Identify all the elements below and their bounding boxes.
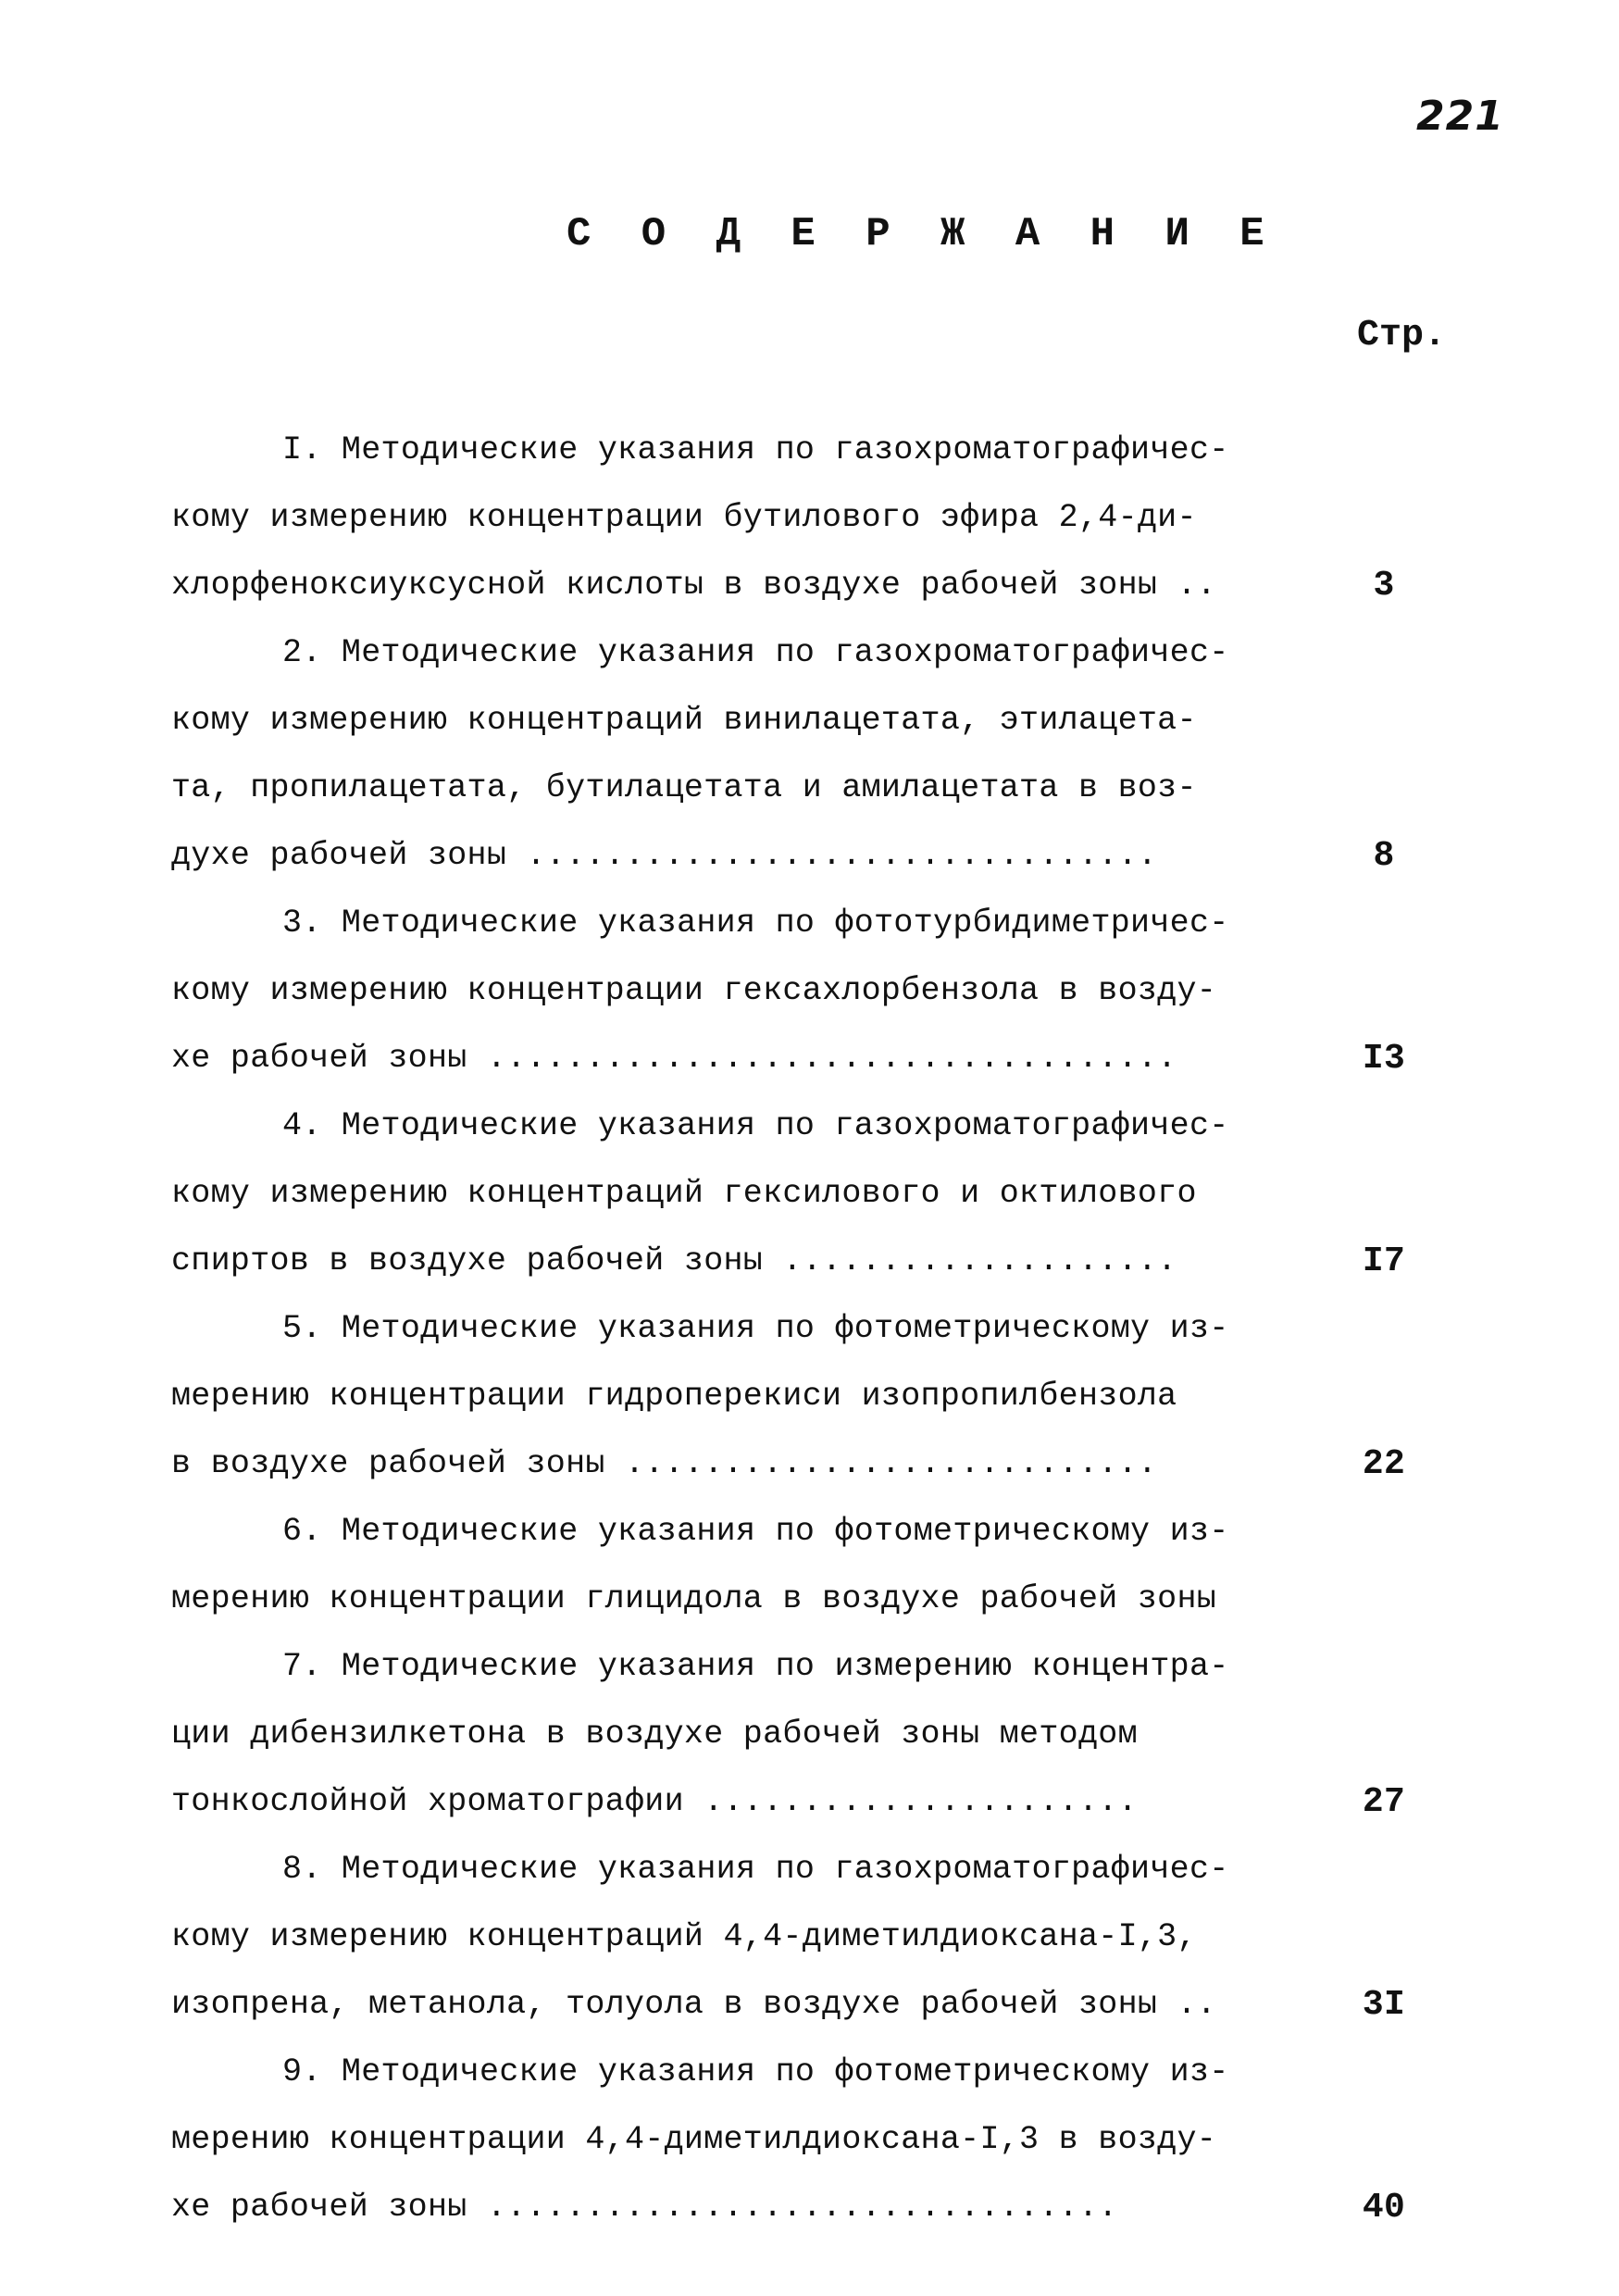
toc-entry-line: кому измерению концентраций винилацетата, этилацета- bbox=[171, 702, 1197, 739]
toc-page-number[interactable]: 3I bbox=[1362, 1985, 1406, 2025]
toc-entry-line: мерению концентрации 4,4-диметилдиоксана-I,3 в возду- bbox=[171, 2121, 1217, 2158]
toc-entry-line bbox=[171, 1025, 1486, 1092]
toc-entry-text: в воздухе рабочей зоны ........................... bbox=[171, 1445, 1158, 1482]
toc-entry-8[interactable] bbox=[171, 1836, 1486, 2039]
toc-entry-5[interactable] bbox=[171, 1295, 1486, 1498]
toc-entry-line: I. Методические указания по газохроматографичес- bbox=[282, 431, 1229, 468]
toc-entry-6[interactable] bbox=[171, 1498, 1486, 1633]
toc-entry-line bbox=[171, 1430, 1486, 1498]
toc-page-number[interactable]: 27 bbox=[1362, 1782, 1406, 1822]
toc-entry-7[interactable] bbox=[171, 1633, 1486, 1836]
toc-entry-line: кому измерению концентраций 4,4-диметилдиоксана-I,3, bbox=[171, 1918, 1197, 1955]
toc-page-number[interactable]: 8 bbox=[1373, 836, 1395, 876]
toc-entry-line: 7. Методические указания по измерению концентра- bbox=[282, 1648, 1229, 1685]
toc-entry-text: духе рабочей зоны ................................ bbox=[171, 837, 1158, 874]
toc-entry-line: мерению концентрации гидроперекиси изопропилбензола bbox=[171, 1378, 1177, 1415]
toc-entry-text: спиртов в воздухе рабочей зоны .................... bbox=[171, 1242, 1177, 1279]
toc-entry-4[interactable] bbox=[171, 1092, 1486, 1295]
toc-entry-line: кому измерению концентрации гексахлорбензола в возду- bbox=[171, 972, 1217, 1009]
page-number: 221 bbox=[1416, 93, 1504, 140]
toc-entry-line: кому измерению концентрации бутилового эфира 2,4-ди- bbox=[171, 499, 1197, 536]
toc-page-number[interactable]: I3 bbox=[1362, 1039, 1406, 1079]
toc-page-number[interactable]: 40 bbox=[1362, 2188, 1406, 2227]
toc-entry-1[interactable] bbox=[171, 417, 1486, 619]
toc-entry-line: 3. Методические указания по фототурбидиметричес- bbox=[282, 905, 1229, 942]
toc-entry-line: кому измерению концентраций гексилового и октилового bbox=[171, 1175, 1197, 1212]
toc-entry-2[interactable] bbox=[171, 619, 1486, 890]
toc-entry-line: ции дибензилкетона в воздухе рабочей зоны методом bbox=[171, 1716, 1138, 1753]
toc-entry-text: изопрена, метанола, толуола в воздухе рабочей зоны .. bbox=[171, 1986, 1217, 2023]
toc-entry-line bbox=[171, 2174, 1486, 2241]
toc-entry-line: 8. Методические указания по газохроматографичес- bbox=[282, 1851, 1229, 1888]
toc-entry-text: мерению концентрации глицидола в воздухе рабочей зоны bbox=[171, 1580, 1217, 1617]
toc-entry-line: 6. Методические указания по фотометрическому из- bbox=[282, 1513, 1229, 1550]
toc-entry-line bbox=[171, 822, 1486, 890]
toc-entry-line: 9. Методические указания по фотометрическому из- bbox=[282, 2053, 1229, 2090]
toc-entry-text: тонкослойной хроматографии ...................... bbox=[171, 1783, 1138, 1820]
page-title: С О Д Е Р Ж А Н И Е bbox=[567, 211, 1277, 257]
toc-page-number[interactable]: I7 bbox=[1362, 1242, 1406, 1281]
toc-entry-9[interactable] bbox=[171, 2039, 1486, 2241]
toc-entry-3[interactable] bbox=[171, 890, 1486, 1092]
page-column-header: Стр. bbox=[1357, 315, 1447, 356]
toc-entry-line bbox=[171, 552, 1486, 619]
toc-entry-line bbox=[171, 1768, 1486, 1836]
toc-page-number[interactable]: 3 bbox=[1373, 566, 1395, 605]
toc-entry-text: хлорфеноксиуксусной кислоты в воздухе рабочей зоны .. bbox=[171, 567, 1217, 604]
toc-entry-line: 2. Методические указания по газохроматографичес- bbox=[282, 634, 1229, 671]
table-of-contents bbox=[171, 417, 1486, 2241]
toc-entry-line: 4. Методические указания по газохроматографичес- bbox=[282, 1107, 1229, 1144]
toc-entry-line bbox=[171, 1228, 1486, 1295]
toc-entry-text: хе рабочей зоны ................................... bbox=[171, 1040, 1177, 1077]
toc-entry-text: хе рабочей зоны ................................ bbox=[171, 2189, 1118, 2226]
toc-page-number[interactable]: 22 bbox=[1362, 1444, 1406, 1484]
toc-entry-line: та, пропилацетата, бутилацетата и амилацетата в воз- bbox=[171, 769, 1197, 806]
toc-entry-line: 5. Методические указания по фотометрическому из- bbox=[282, 1310, 1229, 1347]
toc-entry-line bbox=[171, 1566, 1486, 1633]
toc-entry-line bbox=[171, 1971, 1486, 2039]
